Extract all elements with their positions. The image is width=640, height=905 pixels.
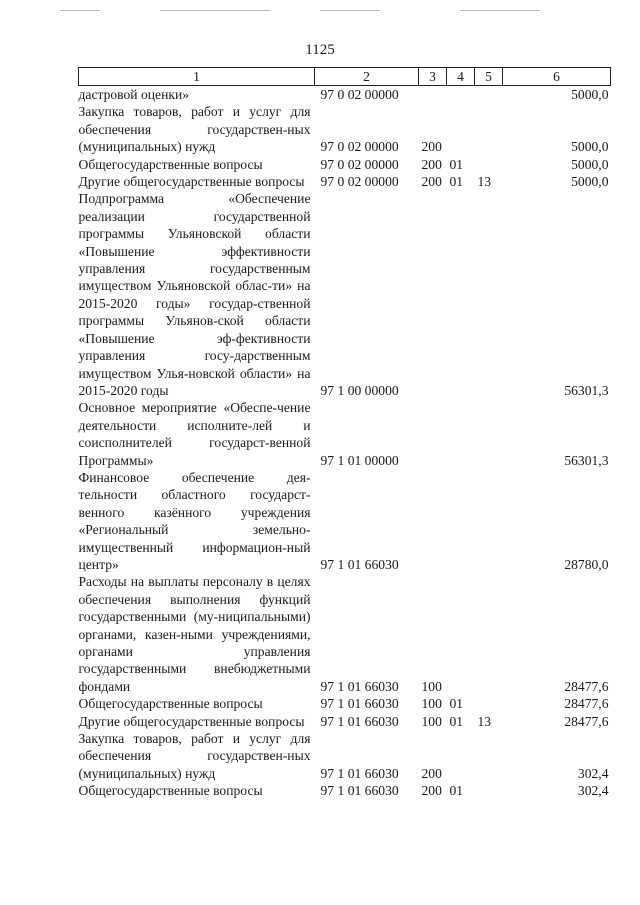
section-code: 01 xyxy=(449,783,464,799)
amount-value: 56301,3 xyxy=(564,382,609,398)
target-code: 97 1 01 66030 xyxy=(320,556,399,572)
column-header: 2 xyxy=(315,68,419,86)
table-row xyxy=(79,399,611,469)
section-code xyxy=(447,730,475,782)
amount-value: 28477,6 xyxy=(564,696,609,712)
page-number: 1125 xyxy=(305,42,335,58)
expense-type-code xyxy=(419,399,447,469)
table-row xyxy=(79,573,611,695)
target-code: 97 0 02 00000 xyxy=(320,87,399,102)
subsection-code xyxy=(475,695,503,712)
expense-type-code: 200 xyxy=(421,139,442,155)
expense-item-name: Другие общегосударственные вопросы xyxy=(78,713,305,729)
expense-type-code xyxy=(419,86,447,104)
section-code xyxy=(447,103,475,155)
expense-type-code: 100 xyxy=(421,713,442,729)
expense-item-name: Другие общегосударственные вопросы xyxy=(78,174,305,190)
budget-table xyxy=(78,67,611,800)
expense-item-name: Общегосударственные вопросы xyxy=(78,696,263,712)
expense-type-code xyxy=(419,190,447,399)
table-row xyxy=(79,782,611,799)
scan-artifact-line xyxy=(320,10,380,11)
amount-value: 5000,0 xyxy=(571,174,609,190)
expense-type-code: 200 xyxy=(421,156,442,172)
subsection-code xyxy=(475,103,503,155)
expense-type-code: 200 xyxy=(421,765,442,781)
amount-value: 28477,6 xyxy=(564,678,609,694)
target-code: 97 1 00 00000 xyxy=(320,382,399,398)
column-header: 5 xyxy=(475,68,503,86)
amount-value: 56301,3 xyxy=(564,452,609,468)
expense-type-code: 100 xyxy=(421,696,442,712)
section-code: 01 xyxy=(449,156,464,172)
expense-item-name: Основное мероприятие «Обеспе-чение деятельности исполните-лей и соисполнителей государст-венной Программы» xyxy=(78,400,311,468)
subsection-code xyxy=(475,730,503,782)
target-code: 97 1 01 00000 xyxy=(320,452,399,468)
subsection-code xyxy=(475,86,503,104)
scan-artifact-line xyxy=(160,10,270,11)
target-code: 97 1 01 66030 xyxy=(320,765,399,781)
amount-value: 302,4 xyxy=(577,765,609,781)
subsection-code: 13 xyxy=(477,713,492,729)
amount-value: 5000,0 xyxy=(571,87,609,102)
section-code: 01 xyxy=(449,174,464,190)
table-body xyxy=(79,86,611,800)
column-header: 3 xyxy=(419,68,447,86)
target-code: 97 0 02 00000 xyxy=(320,174,399,190)
subsection-code xyxy=(475,469,503,573)
table-row xyxy=(79,103,611,155)
expense-item-name: Общегосударственные вопросы xyxy=(78,156,263,172)
target-code: 97 1 01 66030 xyxy=(320,678,399,694)
scan-artifact-line xyxy=(460,10,540,11)
target-code: 97 0 02 00000 xyxy=(320,156,399,172)
expense-item-name: Общегосударственные вопросы xyxy=(78,783,263,799)
section-code xyxy=(447,399,475,469)
target-code: 97 1 01 66030 xyxy=(320,713,399,729)
section-code xyxy=(447,86,475,104)
table-row xyxy=(79,730,611,782)
table-header-row xyxy=(79,68,611,86)
section-code xyxy=(447,573,475,695)
table-row xyxy=(79,695,611,712)
table-row xyxy=(79,156,611,173)
subsection-code xyxy=(475,573,503,695)
target-code: 97 0 02 00000 xyxy=(320,139,399,155)
amount-value: 28477,6 xyxy=(564,713,609,729)
table-row xyxy=(79,713,611,730)
expense-item-name: дастровой оценки» xyxy=(78,87,190,102)
amount-value: 5000,0 xyxy=(571,139,609,155)
expense-type-code xyxy=(419,469,447,573)
amount-value: 5000,0 xyxy=(571,156,609,172)
expense-item-name: Закупка товаров, работ и услуг для обеспечения государствен-ных (муниципальных) нужд xyxy=(78,104,311,155)
section-code xyxy=(447,190,475,399)
table-row xyxy=(79,173,611,190)
expense-item-name: Расходы на выплаты персоналу в целях обеспечения выполнения функций государственными (му-ниципальными) органами, казен-ными учреждениями, органами управления государственными внебюджетными фондами xyxy=(78,574,311,694)
amount-value: 302,4 xyxy=(577,783,609,799)
expense-type-code: 200 xyxy=(421,174,442,190)
subsection-code xyxy=(475,156,503,173)
expense-type-code: 200 xyxy=(421,783,442,799)
expense-item-name: Финансовое обеспечение дея-тельности областного государст-венного казённого учреждения «Региональный земельно-имущественный информацион-ный центр» xyxy=(78,469,311,572)
column-header: 4 xyxy=(447,68,475,86)
subsection-code xyxy=(475,782,503,799)
expense-type-code: 100 xyxy=(421,678,442,694)
table-row xyxy=(79,86,611,104)
table-row xyxy=(79,469,611,573)
expense-item-name: Закупка товаров, работ и услуг для обеспечения государствен-ных (муниципальных) нужд xyxy=(78,731,311,781)
amount-value: 28780,0 xyxy=(564,556,609,572)
subsection-code xyxy=(475,399,503,469)
section-code xyxy=(447,469,475,573)
expense-item-name: Подпрограмма «Обеспечение реализации государственной программы Ульяновской области «Повышение эффективности управления государственным имуществом Ульяновской облас-ти» на 2015-2020 годы» государ-ственной программы Ульянов-ской области «Повышение эф-фективности управления госу-дарственным имуществом Улья-новской области» на 2015-2020 годы xyxy=(78,191,311,398)
section-code: 01 xyxy=(449,713,464,729)
target-code: 97 1 01 66030 xyxy=(320,783,399,799)
scan-artifact-line xyxy=(60,10,100,11)
column-header: 1 xyxy=(79,68,315,86)
column-header: 6 xyxy=(503,68,611,86)
target-code: 97 1 01 66030 xyxy=(320,696,399,712)
subsection-code: 13 xyxy=(477,174,492,190)
section-code: 01 xyxy=(449,696,464,712)
subsection-code xyxy=(475,190,503,399)
table-row xyxy=(79,190,611,399)
